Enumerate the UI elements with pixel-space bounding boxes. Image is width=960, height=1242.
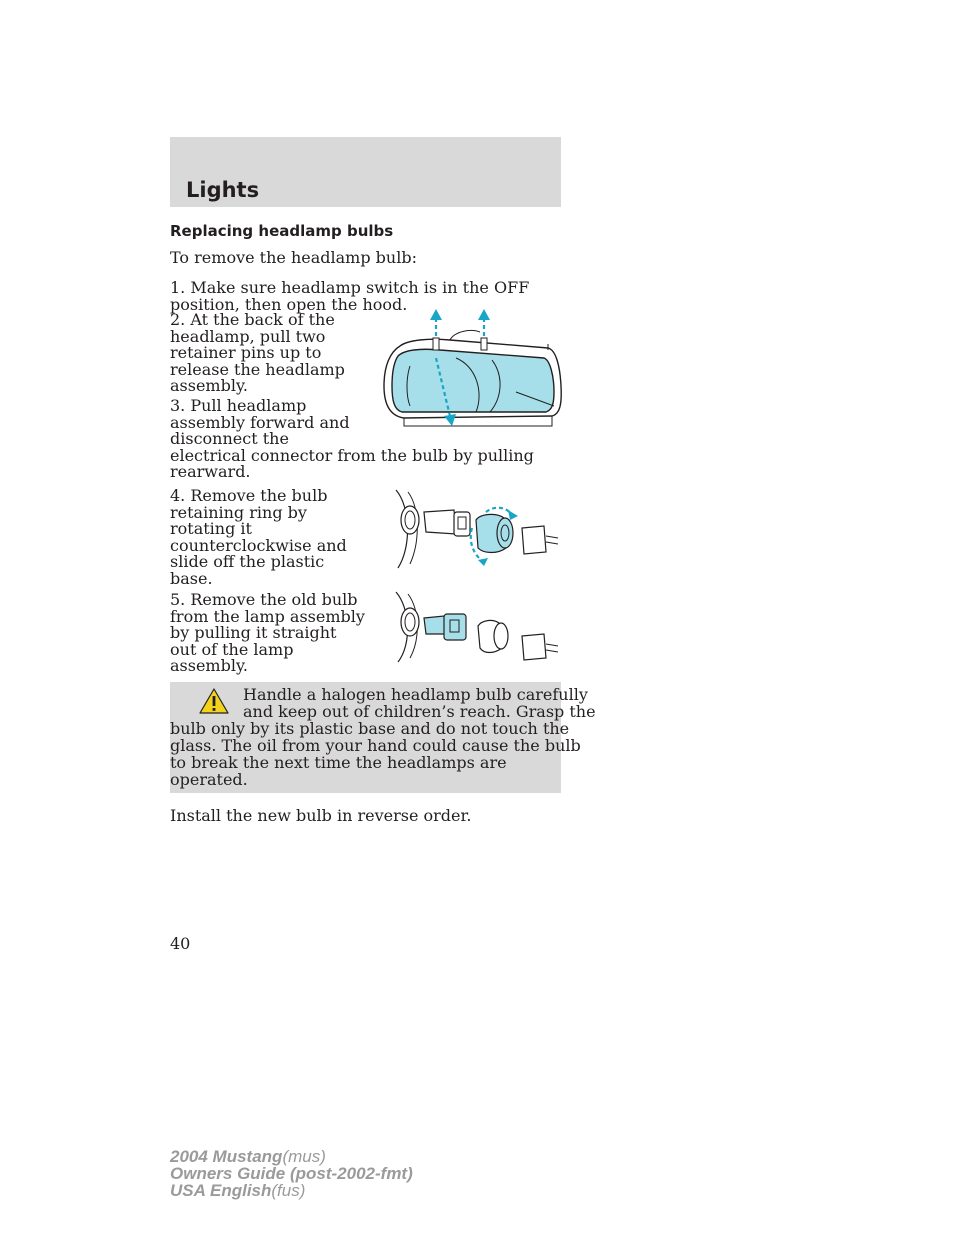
section-title: Lights [186, 178, 260, 202]
step-5-line: assembly. [170, 656, 248, 675]
step-4-line: rotating it [170, 519, 252, 538]
step-1-line: position, then open the hood. [170, 294, 408, 314]
step-4-line: retaining ring by [170, 502, 307, 522]
step-4-line: 4. Remove the bulb [170, 486, 328, 505]
step-3-line: disconnect the [170, 429, 289, 448]
step-3-line: assembly forward and [170, 412, 350, 432]
step-5-line: 5. Remove the old bulb [170, 590, 358, 609]
step-1-line: 1. Make sure headlamp switch is in the OFF [170, 278, 530, 297]
footer-model: 2004 Mustang [170, 1147, 283, 1166]
warning-line: and keep out of children’s reach. Grasp the [243, 702, 596, 721]
page-heading: Replacing headlamp bulbs [170, 222, 394, 240]
headlamp-assembly-illustration [380, 306, 564, 434]
warning-triangle-icon [199, 688, 229, 714]
bulb-removal-illustration [380, 588, 564, 666]
intro-text: To remove the headlamp bulb: [170, 248, 417, 267]
footer-line [170, 1148, 413, 1165]
footer-guide: Owners Guide (post-2002-fmt) [170, 1164, 413, 1183]
step-2-line: retainer pins up to [170, 343, 322, 362]
step-2-line: 2. At the back of the [170, 310, 335, 329]
warning-line: glass. The oil from your hand could cause the bulb [170, 736, 581, 755]
step-3-line: rearward. [170, 462, 251, 481]
step-2-line: release the headlamp [170, 359, 345, 379]
warning-line: bulb only by its plastic base and do not touch the [170, 719, 570, 738]
footer-model-code: (mus) [282, 1147, 326, 1166]
step-3-line: electrical connector from the bulb by pulling [170, 445, 534, 465]
step-4-line: base. [170, 568, 213, 588]
step-2-line: headlamp, pull two [170, 326, 326, 346]
footer-language: USA English [170, 1181, 272, 1200]
warning-line: Handle a halogen headlamp bulb carefully [243, 685, 588, 704]
step-4-line: slide off the plastic [170, 552, 325, 571]
step-5-line: out of the lamp [170, 639, 294, 659]
closing-text: Install the new bulb in reverse order. [170, 806, 472, 825]
bulb-retaining-ring-illustration [380, 486, 564, 572]
step-5-line: by pulling it straight [170, 623, 337, 642]
step-5-line: from the lamp assembly [170, 606, 365, 626]
warning-line: operated. [170, 770, 248, 789]
warning-line: to break the next time the headlamps are [170, 753, 507, 772]
step-2-line: assembly. [170, 376, 248, 395]
footer-language-code: (fus) [271, 1181, 306, 1200]
step-3-line: 3. Pull headlamp [170, 396, 307, 415]
step-4-line: counterclockwise and [170, 535, 347, 555]
footer-line [170, 1182, 413, 1199]
document-footer [170, 1148, 413, 1199]
footer-line [170, 1165, 413, 1182]
page-number: 40 [170, 934, 191, 953]
